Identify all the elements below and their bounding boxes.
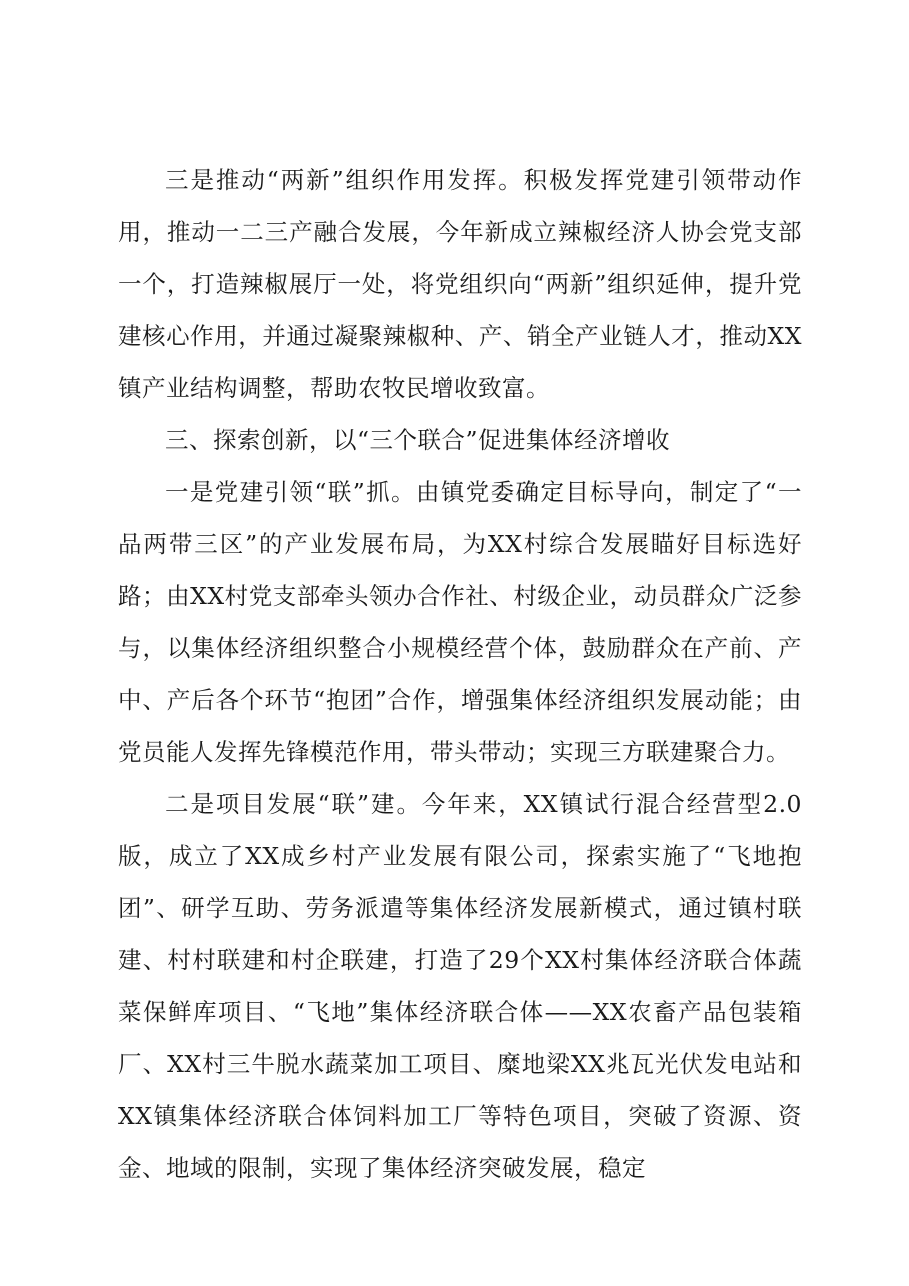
paragraph-project-development: 二是项目发展“联”建。今年来，XX镇试行混合经营型2.0版，成立了XX成乡村产业发展有限公司，探索实施了“飞地抱团”、研学互助、劳务派遣等集体经济发展新模式，通过镇村联建、村村联建和村企联建，打造了29个XX村集体经济联合体蔬菜保鲜库项目、“飞地”集体经济联合体——XX农畜产品包装箱厂、XX村三牛脱水蔬菜加工项目、糜地梁XX兆瓦光伏发电站和XX镇集体经济联合体饲料加工厂等特色项目，突破了资源、资金、地域的限制，实现了集体经济突破发展，稳定 [118, 790, 802, 1182]
section-heading-three-unions: 三、探索创新，以“三个联合”促进集体经济增收 [165, 426, 671, 454]
document-body [118, 154, 802, 1194]
paragraph-party-building-leads: 一是党建引领“联”抓。由镇党委确定目标导向，制定了“一品两带三区”的产业发展布局，为XX村综合发展瞄好目标选好路；由XX村党支部牵头领办合作社、村级企业，动员群众广泛参与，以集体经济组织整合小规模经营个体，鼓励群众在产前、产中、产后各个环节“抱团”合作，增强集体经济组织发展动能；由党员能人发挥先锋模范作用，带头带动；实现三方联建聚合力。 [118, 478, 802, 766]
paragraph-two-new-organizations: 三是推动“两新”组织作用发挥。积极发挥党建引领带动作用，推动一二三产融合发展，今年新成立辣椒经济人协会党支部一个，打造辣椒展厅一处，将党组织向“两新”组织延伸，提升党建核心作用，并通过凝聚辣椒种、产、销全产业链人才，推动XX镇产业结构调整，帮助农牧民增收致富。 [118, 166, 802, 402]
